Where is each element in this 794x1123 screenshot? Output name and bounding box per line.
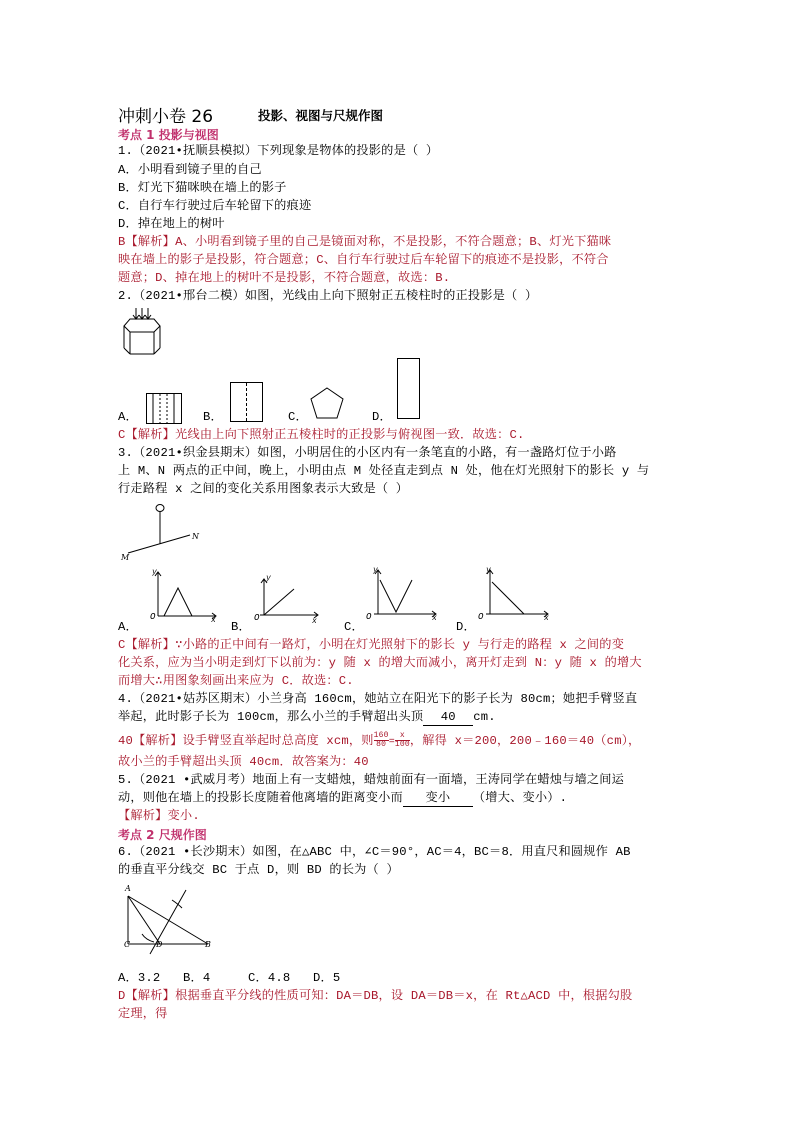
fraction-1-numerator: 160 <box>373 731 389 741</box>
fraction-160-80 <box>374 732 389 749</box>
question-2-option-d-label: D． <box>372 410 392 424</box>
question-3-option-c-label: C． <box>344 620 364 634</box>
question-3-stem-line-1: 3.（2021•织金县期末）如图，小明居住的小区内有一条笔直的小路，有一盏路灯位于小路 <box>118 446 617 460</box>
option-d-rect-figure <box>397 358 423 422</box>
question-1-option-c: C．自行车行驶过后车轮留下的痕迹 <box>118 199 312 213</box>
graph-a-y-label: y <box>152 568 157 577</box>
graph-b-y-label: y <box>266 574 271 583</box>
question-4-explanation-line-1 <box>118 731 640 753</box>
question-4-stem-line-1: 4.（2021•姑苏区期末）小兰身高 160cm，她站立在阳光下的影子长为 80cm；她把手臂竖直 <box>118 692 638 706</box>
page-title: 冲刺小卷 26 <box>118 107 214 127</box>
point-a-label: A <box>125 884 131 893</box>
question-4-explanation-line-2: 故小兰的手臂超出头顶 40cm．故答案为：40 <box>118 755 369 769</box>
question-1-option-d: D．掉在地上的树叶 <box>118 217 225 231</box>
question-4-unit: cm. <box>473 710 496 724</box>
graph-c-x-label: x <box>432 614 437 623</box>
graph-d-y-label: y <box>486 566 491 575</box>
question-3-explanation-line-3: 而增大∴用图象刻画出来应为 C．故选：C. <box>118 674 354 688</box>
question-3-stem-line-3: 行走路程 x 之间的变化关系用图象表示大致是（ ） <box>118 482 409 496</box>
question-3-option-d-label: D． <box>456 620 476 634</box>
question-4-answer-blank: 40 <box>423 710 473 726</box>
question-4-explanation-result: ，解得 x＝200，200﹣160＝40（cm）， <box>409 734 641 748</box>
equals-sign: = <box>388 737 395 748</box>
graph-c-origin-label: O <box>366 612 372 622</box>
fraction-2-numerator: x <box>395 732 410 741</box>
graph-d-x-label: x <box>544 614 549 623</box>
page-subtitle: 投影、视图与尺规作图 <box>258 108 384 123</box>
point-n-label: N <box>192 532 199 541</box>
point-m-label: M <box>121 553 130 562</box>
option-b-rect-figure <box>230 382 266 424</box>
question-3-option-a-label: A． <box>118 620 138 634</box>
graph-a-figure <box>148 568 218 624</box>
question-2-option-b-label: B． <box>203 410 223 424</box>
question-5-stem-line-2 <box>118 791 567 807</box>
question-5-stem-hint: （增大、变小）. <box>472 791 568 805</box>
question-3-option-b-label: B． <box>231 620 251 634</box>
question-2-explanation: C【解析】光线由上向下照射正五棱柱时的正投影与俯视图一致．故选：C. <box>118 428 525 442</box>
question-2-stem: 2.（2021•邢台二模）如图，光线由上向下照射正五棱柱时的正投影是（ ） <box>118 289 538 303</box>
question-1-option-a: A．小明看到镜子里的自己 <box>118 163 262 177</box>
question-5-answer-blank: 变小 <box>403 791 473 807</box>
graph-b-origin-label: O <box>254 613 260 623</box>
question-1-explanation-line-2: 映在墙上的影子是投影，符合题意；C、自行车行驶过后车轮留下的痕迹不是投影，不符合 <box>118 253 609 267</box>
point-b-label: B <box>205 940 211 949</box>
question-5-stem-text: 动，则他在墙上的投影长度随着他离墙的距离变小而 <box>118 791 403 805</box>
question-1-stem: 1.（2021•抚顺县模拟）下列现象是物体的投影的是（ ） <box>118 144 439 158</box>
fraction-x-100 <box>395 732 410 749</box>
graph-d-origin-label: O <box>478 612 484 622</box>
option-a-rect-figure <box>146 393 186 425</box>
question-3-explanation-line-2: 化关系，应为当小明走到灯下以前为：y 随 x 的增大而减小，离开灯走到 N：y 随 x 的增大 <box>118 656 642 670</box>
section-heading: 考点 1 投影与视图 <box>118 128 219 142</box>
question-6-stem-line-1: 6.（2021 •长沙期末）如图，在△ABC 中，∠C＝90°，AC＝4，BC＝8．用直尺和圆规作 AB <box>118 845 631 859</box>
question-6-explanation-line-1: D【解析】根据垂直平分线的性质可知：DA＝DB，设 DA＝DB＝x，在 Rt△ACD 中，根据勾股 <box>118 989 633 1003</box>
graph-b-x-label: x <box>312 617 317 626</box>
question-6-explanation-line-2: 定理，得 <box>118 1007 168 1021</box>
question-4-stem-text: 举起，此时影子长为 100cm，那么小兰的手臂超出头顶 <box>118 710 424 724</box>
section-heading: 考点 2 尺规作图 <box>118 828 207 842</box>
graph-a-origin-label: O <box>150 612 156 622</box>
point-c-label: C <box>124 940 131 949</box>
question-1-option-b: B．灯光下猫咪映在墙上的影子 <box>118 181 287 195</box>
graph-c-y-label: y <box>373 566 378 575</box>
pentagonal-prism-figure <box>118 306 168 358</box>
question-3-stem-line-2: 上 M、N 两点的正中间，晚上，小明由点 M 处径直走到点 N 处，他在灯光照射下的影长 y 与 <box>118 464 650 478</box>
question-3-explanation-line-1: C【解析】∵小路的正中间有一路灯，小明在灯光照射下的影长 y 与行走的路程 x 之间的变 <box>118 638 625 652</box>
question-6-options: A．3.2 B．4 C．4.8 D．5 <box>118 971 341 985</box>
question-2-option-c-label: C． <box>288 410 308 424</box>
graph-a-x-label: x <box>211 616 216 625</box>
question-5-stem-line-1: 5.（2021 •武威月考）地面上有一支蜡烛，蜡烛前面有一面墙，王涛同学在蜡烛与墙之间运 <box>118 773 625 787</box>
question-5-explanation: 【解析】变小. <box>118 809 200 823</box>
question-4-explanation-text: 40【解析】设手臂竖直举起时总高度 xcm，则 <box>118 734 374 748</box>
question-1-explanation-line-3: 题意；D、掉在地上的树叶不是投影，不符合题意，故选：B. <box>118 271 451 285</box>
fraction-2-denominator: 100 <box>394 740 410 750</box>
question-1-explanation-line-1: B【解析】A、小明看到镜子里的自己是镜面对称，不是投影，不符合题意；B、灯光下猫咪 <box>118 235 612 249</box>
point-d-label: D <box>156 940 163 949</box>
question-2-option-a-label: A． <box>118 410 138 424</box>
fraction-1-denominator: 80 <box>376 740 387 750</box>
question-4-stem-line-2 <box>118 710 496 726</box>
question-6-stem-line-2: 的垂直平分线交 BC 于点 D，则 BD 的长为（ ） <box>118 863 399 877</box>
option-c-pentagon-figure <box>311 387 347 423</box>
